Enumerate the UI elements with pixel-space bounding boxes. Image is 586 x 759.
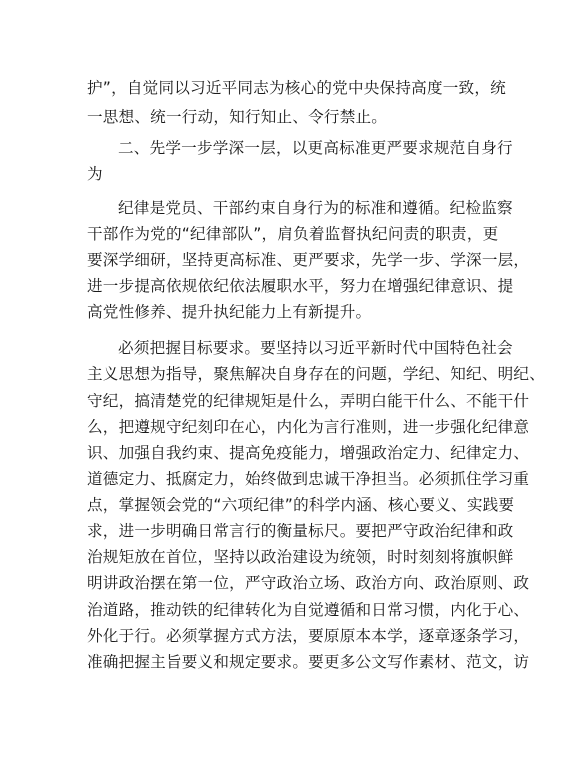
paragraph-3-line-4: 进一步提高依规依纪依法履职水平，努力在增强纪律意识、提 (87, 277, 514, 295)
paragraph-3-line-2: 干部作为党的“纪律部队”，肩负着监督执纪问责的职责，更 (87, 225, 499, 243)
paragraph-4-line-5: 识、加强自我约束、提高免疫能力，增强政治定力、纪律定力、 (87, 444, 530, 462)
paragraph-1-line-2: 一思想、统一行动，知行知止、令行禁止。 (87, 108, 388, 126)
section-heading-line-1: 二、先学一步学深一层，以更高标准更严要求规范自身行 (118, 139, 513, 157)
paragraph-4-line-13: 准确把握主旨要义和规定要求。要更多公文写作素材、范文，访 (87, 653, 530, 671)
paragraph-4-line-12: 外化于行。必须掌握方式方法，要原原本本学，逐章逐条学习， (87, 627, 530, 645)
paragraph-3-line-3: 要深学细研，坚持更高标准、更严要求，先学一步、学深一层， (87, 251, 530, 269)
section-heading-line-2: 为 (87, 165, 103, 183)
paragraph-4-line-3: 守纪，搞清楚党的纪律规矩是什么，弄明白能干什么、不能干什 (87, 392, 530, 410)
paragraph-4-line-4: 么，把遵规守纪刻印在心，内化为言行准则，进一步强化纪律意 (87, 418, 530, 436)
paragraph-4-line-9: 治规矩放在首位，坚持以政治建设为统领，时时刻刻将旗帜鲜 (87, 548, 514, 566)
paragraph-4-line-1: 必须把握目标要求。要坚持以习近平新时代中国特色社会 (118, 339, 513, 357)
paragraph-4-line-6: 道德定力、抵腐定力，始终做到忠诚干净担当。必须抓住学习重 (87, 470, 530, 488)
paragraph-4-line-11: 治道路，推动铁的纪律转化为自觉遵循和日常习惯，内化于心、 (87, 601, 530, 619)
paragraph-3-line-5: 高党性修养、提升执纪能力上有新提升。 (87, 303, 372, 321)
paragraph-3-line-1: 纪律是党员、干部约束自身行为的标准和遵循。纪检监察 (118, 199, 513, 217)
paragraph-4-line-10: 明讲政治摆在第一位，严守政治立场、政治方向、政治原则、政 (87, 574, 530, 592)
paragraph-1-line-1: 护”，自觉同以习近平同志为核心的党中央保持高度一致，统 (87, 79, 506, 97)
paragraph-4-line-7: 点，掌握领会党的“六项纪律”的科学内涵、核心要义、实践要 (87, 496, 515, 514)
paragraph-4-line-8: 求，进一步明确日常言行的衡量标尺。要把严守政治纪律和政 (87, 522, 514, 540)
paragraph-4-line-2: 主义思想为指导，聚焦解决自身存在的问题，学纪、知纪、明纪、 (87, 365, 546, 383)
